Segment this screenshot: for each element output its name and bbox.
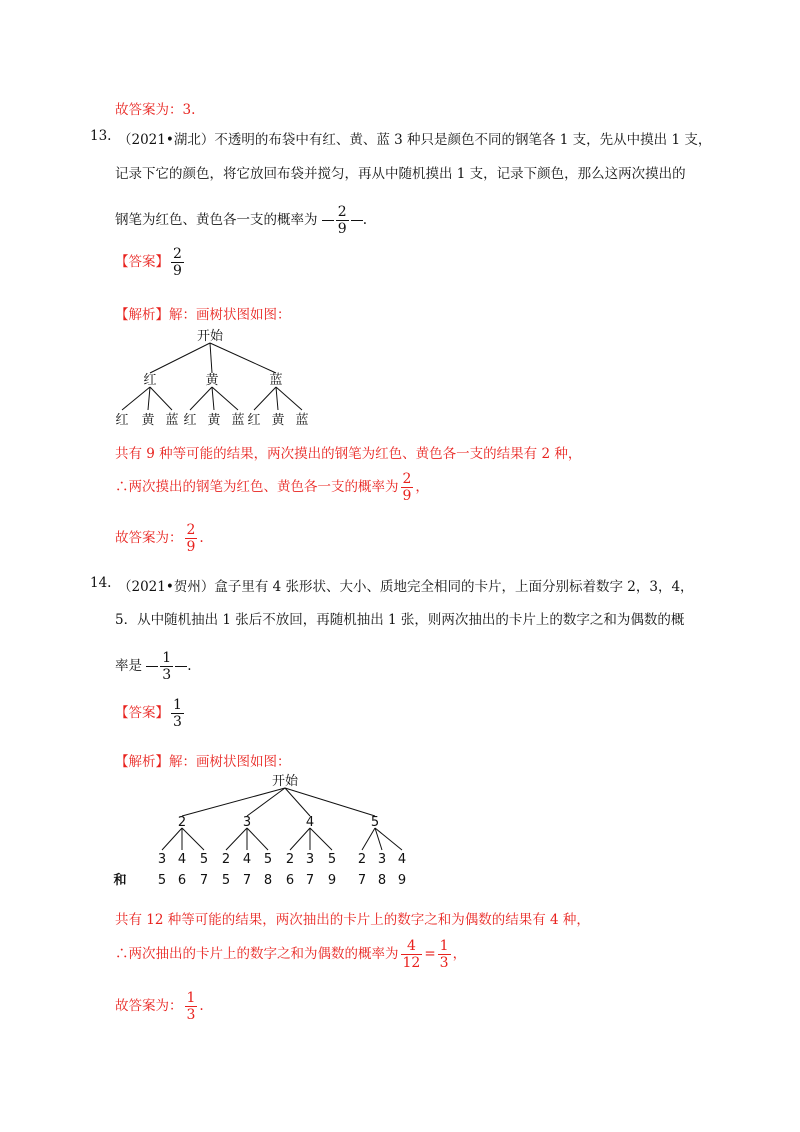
question-13-blank-fraction	[336, 204, 349, 237]
equals-sign: =	[424, 946, 436, 962]
blank-underline	[175, 666, 187, 667]
tree-leaf: 蓝	[295, 413, 309, 428]
tree-leaf: 红	[247, 413, 261, 428]
therefore-fraction-1	[401, 938, 423, 971]
denominator: 12	[402, 955, 421, 971]
period: .	[199, 530, 204, 546]
sum-value: 9	[397, 873, 407, 888]
final-text: 故答案为：	[115, 998, 183, 1014]
blank-underline	[351, 220, 363, 221]
tree-leaf: 4	[177, 852, 187, 867]
denominator: 9	[402, 488, 412, 504]
question-13-number: 13.	[90, 128, 112, 144]
tree-leaf: 3	[157, 852, 167, 867]
sum-value: 8	[377, 873, 387, 888]
tree-leaf: 5	[199, 852, 209, 867]
numerator: 2	[402, 471, 412, 487]
period: .	[187, 658, 192, 674]
denominator: 3	[162, 667, 172, 683]
tree-leaf: 红	[183, 413, 197, 428]
question-14-stem-end: 率是	[115, 658, 142, 674]
tree-leaf: 黄	[207, 413, 221, 428]
analysis-label: 【解析】	[115, 307, 169, 323]
tree-leaf: 2	[357, 852, 367, 867]
tree-leaf: 2	[285, 852, 295, 867]
tree-leaf: 3	[377, 852, 387, 867]
analysis-text: 解：画树状图如图：	[169, 754, 291, 770]
tree-node: 4	[305, 815, 315, 830]
answer-label: 【答案】	[115, 254, 169, 270]
numerator: 2	[186, 522, 196, 538]
question-14-line2: 5．从中随机抽出 1 张后不放回，再随机抽出 1 张，则两次抽出的卡片上的数字之和为偶数的概	[115, 612, 685, 628]
denominator: 3	[173, 714, 182, 730]
sum-value: 6	[177, 873, 187, 888]
tree-root: 开始	[196, 329, 224, 344]
tree-leaf: 4	[397, 852, 407, 867]
question-13-line2: 记录下它的颜色，将它放回布袋并搅匀，再从中随机摸出 1 支，记录下颜色，那么这两次摸出的	[115, 166, 686, 182]
final-fraction	[185, 522, 198, 555]
final-fraction	[185, 990, 198, 1023]
numerator: 4	[406, 938, 416, 954]
final-text: 故答案为：	[115, 530, 183, 546]
question-14-line1: （2021•贺州）盒子里有 4 张形状、大小、质地完全相同的卡片，上面分别标着数字 2，3，4，	[118, 579, 694, 595]
question-14-answer	[115, 697, 186, 730]
numerator: 2	[173, 246, 182, 262]
question-13-line1: （2021•湖北）不透明的布袋中有红、黄、蓝 3 种只是颜色不同的钢笔各 1 支，先从中摸出 1 支，	[118, 132, 712, 148]
tree-diagram-colors	[110, 325, 320, 430]
therefore-fraction-2	[438, 938, 451, 971]
question-13-stem-end: 钢笔为红色、黄色各一支的概率为	[115, 212, 318, 228]
question-13-final	[115, 522, 204, 555]
tree-node: 5	[370, 815, 380, 830]
period: .	[199, 998, 204, 1014]
tree-leaf: 5	[327, 852, 337, 867]
question-14-therefore	[115, 938, 466, 971]
denominator: 9	[186, 539, 196, 555]
comma: ，	[452, 946, 467, 962]
blank-underline	[322, 220, 334, 221]
denominator: 9	[173, 263, 182, 279]
tree-leaf: 3	[305, 852, 315, 867]
question-14-number: 14.	[90, 575, 112, 591]
numerator: 1	[186, 990, 196, 1006]
tree-leaf: 4	[242, 852, 252, 867]
tree-diagram-numbers	[110, 770, 420, 890]
denominator: 3	[186, 1007, 196, 1023]
tree-leaf: 5	[263, 852, 273, 867]
question-13-analysis	[115, 303, 291, 323]
tree-node: 蓝	[269, 373, 283, 388]
denominator: 3	[439, 955, 449, 971]
numerator: 2	[337, 204, 347, 220]
tree-leaf: 黄	[141, 413, 155, 428]
tree-node: 3	[242, 815, 252, 830]
sum-value: 5	[221, 873, 231, 888]
tree-node: 2	[177, 815, 187, 830]
question-13-answer	[115, 246, 186, 279]
question-13-line3	[115, 204, 367, 237]
therefore-text: ∴两次抽出的卡片上的数字之和为偶数的概率为	[115, 946, 399, 962]
blank-underline	[146, 666, 158, 667]
analysis-text: 解：画树状图如图：	[169, 307, 291, 323]
sum-value: 8	[263, 873, 273, 888]
previous-answer: 故答案为：3.	[115, 102, 196, 118]
numerator: 1	[439, 938, 449, 954]
question-14-result: 共有 12 种等可能的结果，两次抽出的卡片上的数字之和为偶数的结果有 4 种，	[115, 912, 590, 928]
sum-value: 7	[357, 873, 367, 888]
answer-fraction	[171, 697, 184, 730]
question-14-final	[115, 990, 204, 1023]
sum-value: 7	[305, 873, 315, 888]
tree-node: 红	[143, 373, 157, 388]
comma: ，	[415, 479, 429, 495]
numerator: 1	[162, 650, 172, 666]
tree-leaf: 红	[115, 413, 129, 428]
sum-value: 7	[242, 873, 252, 888]
denominator: 9	[337, 221, 347, 237]
sum-value: 9	[327, 873, 337, 888]
tree-leaf: 黄	[271, 413, 285, 428]
tree-leaf: 蓝	[165, 413, 179, 428]
answer-fraction	[171, 246, 184, 279]
numerator: 1	[173, 697, 182, 713]
therefore-text: ∴两次摸出的钢笔为红色、黄色各一支的概率为	[115, 479, 399, 495]
tree-node: 黄	[205, 373, 219, 388]
question-13-result: 共有 9 种等可能的结果，两次摸出的钢笔为红色、黄色各一支的结果有 2 种，	[115, 446, 582, 462]
tree-leaf: 2	[221, 852, 231, 867]
question-14-analysis	[115, 750, 291, 770]
analysis-label: 【解析】	[115, 754, 169, 770]
sum-label: 和	[113, 873, 127, 888]
tree-leaf: 蓝	[231, 413, 245, 428]
question-13-therefore	[115, 471, 429, 504]
period: .	[362, 212, 368, 228]
answer-label: 【答案】	[115, 705, 169, 721]
sum-value: 5	[157, 873, 167, 888]
sum-value: 7	[199, 873, 209, 888]
question-14-line3	[115, 650, 192, 683]
sum-value: 6	[285, 873, 295, 888]
tree-root: 开始	[271, 774, 299, 789]
therefore-fraction	[401, 471, 414, 504]
question-14-blank-fraction	[160, 650, 173, 683]
